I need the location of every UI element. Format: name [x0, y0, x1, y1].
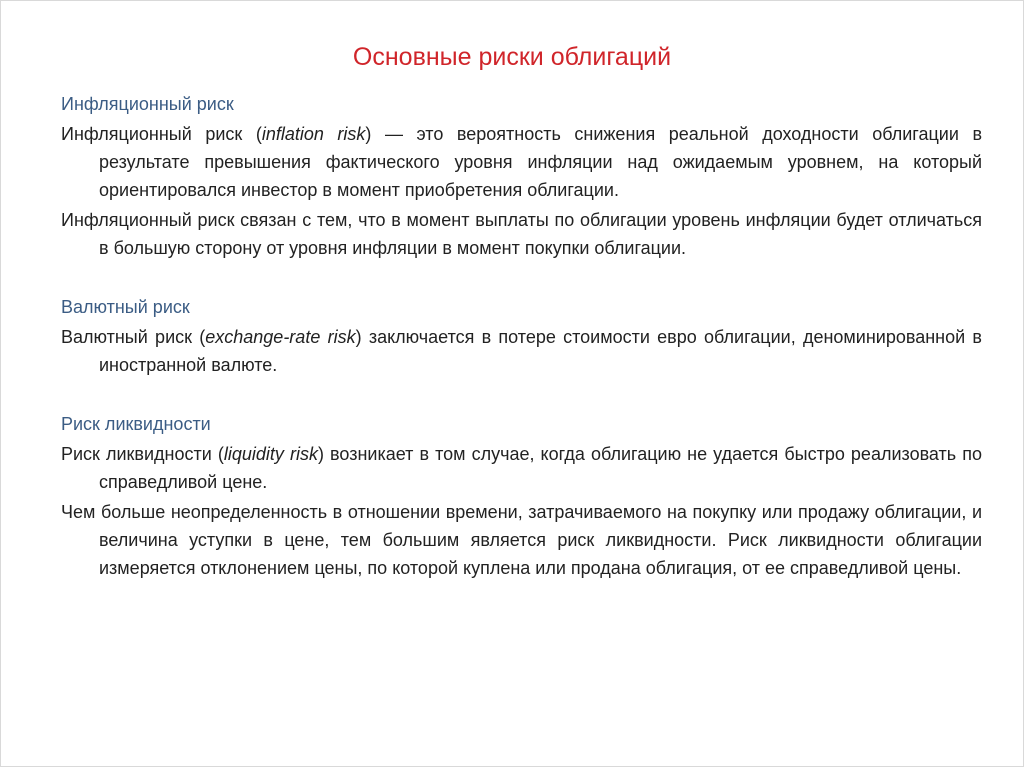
paragraph-text: Валютный риск ( — [61, 327, 206, 347]
paragraph-text: Инфляционный риск ( — [61, 124, 262, 144]
section-heading: Инфляционный риск — [61, 94, 234, 114]
paragraph-text: Риск ликвидности ( — [61, 444, 224, 464]
english-term: liquidity risk — [223, 444, 318, 464]
paragraph-text: ) заключается в потере стоимости евро облигации, деноминированной в иностранной валюте. — [99, 327, 982, 375]
paragraph: Инфляционный риск связан с тем, что в момент выплаты по облигации уровень инфляции будет отличаться в большую сторону от уровня инфляции в момент покупки облигации. — [61, 210, 982, 258]
paragraph-text: ) — это вероятность снижения реальной доходности облигации в результате превышения фактического уровня инфляции над ожидаемым уровнем, на который ориентировался инвестор в момент приобретения облигации. — [99, 124, 983, 200]
section-heading: Валютный риск — [61, 297, 190, 317]
paragraph — [61, 440, 982, 496]
slide-content — [61, 91, 982, 584]
slide-title: Основные риски облигаций — [352, 43, 672, 71]
section-currency-risk — [61, 294, 982, 379]
section-liquidity-risk — [61, 411, 982, 582]
paragraph — [61, 323, 982, 379]
paragraph: Чем больше неопределенность в отношении времени, затрачиваемого на покупку или продажу облигации, и величина уступки в цене, тем большим является риск ликвидности. Риск ликвидности облигации измеряется отклонением цены, по которой куплена или продана облигация, от ее справедливой цены. — [61, 502, 982, 578]
english-term: exchange-rate risk — [205, 327, 356, 347]
paragraph-text: ) возникает в том случае, когда облигацию не удается быстро реализовать по справедливой цене. — [99, 444, 982, 492]
paragraph — [61, 120, 982, 204]
english-term: inflation risk — [261, 124, 366, 144]
section-heading: Риск ликвидности — [61, 414, 211, 434]
section-inflation-risk — [61, 91, 982, 262]
